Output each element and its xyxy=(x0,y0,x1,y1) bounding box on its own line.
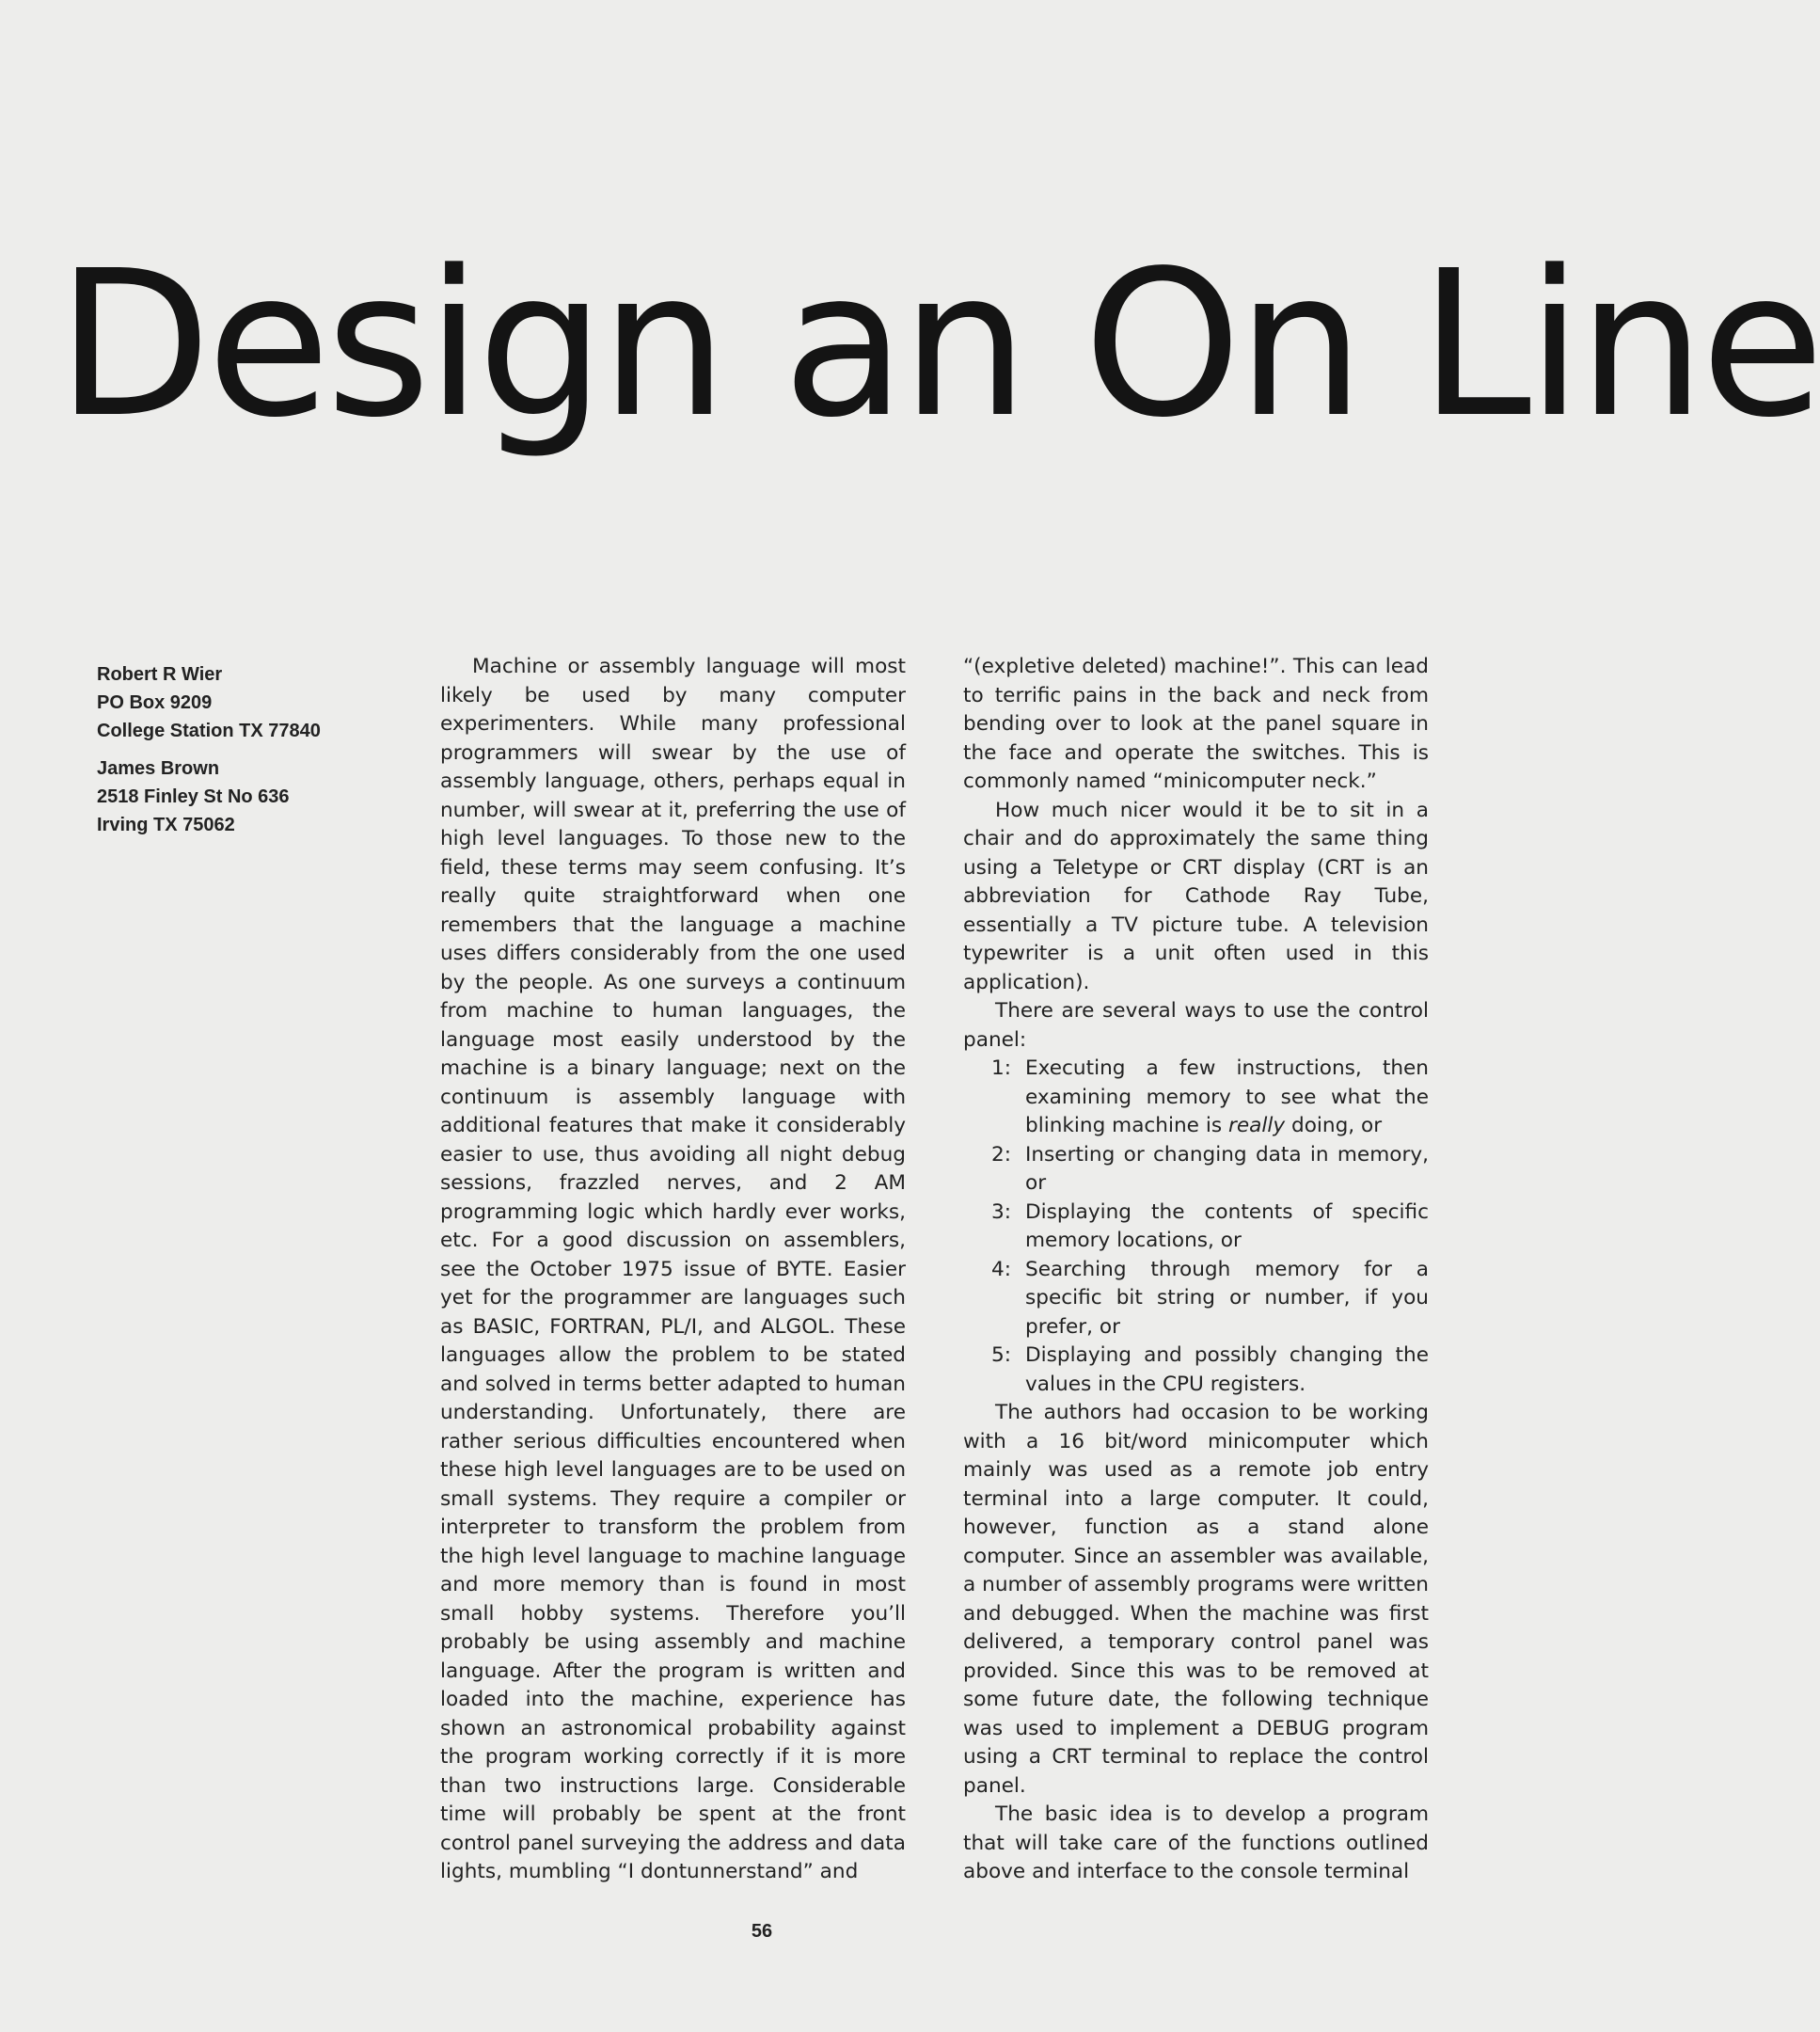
body-paragraph-3: How much nicer would it be to sit in a chair and do approximately the same thing using a Teletype or CRT display (CRT is an abbreviation for Cathode Ray Tube, essentially a TV picture tube. A television typewriter is a unit often used in this application). xyxy=(963,798,1429,994)
author1-address-line1: PO Box 9209 xyxy=(97,692,213,713)
body-column-right xyxy=(963,653,1429,1887)
author2-name: James Brown xyxy=(97,758,220,779)
list-item-number: 5: xyxy=(991,1343,1012,1367)
author-byline xyxy=(97,660,407,839)
list-item-number: 2: xyxy=(991,1142,1012,1167)
list-item xyxy=(991,1256,1429,1342)
list-item xyxy=(991,1141,1429,1199)
list-item-text: Displaying and possibly changing the values in the CPU registers. xyxy=(1025,1343,1429,1396)
list-item-text: Searching through memory for a specific bit string or number, if you prefer, or xyxy=(1025,1257,1429,1339)
control-panel-uses-list xyxy=(963,1055,1429,1399)
list-item-number: 4: xyxy=(991,1257,1012,1281)
list-item-text: Executing a few instructions, then examining memory to see what the blinking machine is xyxy=(1025,1056,1429,1137)
author2-address-line2: Irving TX 75062 xyxy=(97,815,235,835)
body-paragraph-5: The authors had occasion to be working with a 16 bit/word minicomputer which mainly was used as a remote job entry terminal into a large computer. It could, however, function as a stand alone computer. Since an assembler was available, a number of assembly programs were written and debugged. When the machine was first delivered, a temporary control panel was provided. Since this was to be removed at some future date, the following technique was used to implement a DEBUG program using a CRT terminal to replace the control panel. xyxy=(963,1401,1429,1798)
list-item xyxy=(991,1341,1429,1399)
body-paragraph-4: There are several ways to use the control panel: xyxy=(963,999,1429,1052)
list-item-number: 3: xyxy=(991,1199,1012,1224)
author1-address-line2: College Station TX 77840 xyxy=(97,721,321,741)
body-paragraph-6: The basic idea is to develop a program that will take care of the functions outlined above and interface to the console terminal xyxy=(963,1802,1429,1883)
body-column-middle xyxy=(440,653,906,1887)
author1-name: Robert R Wier xyxy=(97,664,223,685)
body-paragraph-1: Machine or assembly language will most likely be used by many computer experimenters. While many professional programmers will swear by the use of assembly language, others, perhaps equal in number, will swear at it, preferring the use of high level languages. To those new to the field, these terms may seem confusing. It’s really quite straightforward when one remembers that the language a machine uses differs considerably from the one used by the people. As one surveys a continuum from machine to human languages, the language most easily understood by the machine is a binary language; next on the continuum is assembly language with additional features that make it considerably easier to use, thus avoiding all night debug sessions, frazzled nerves, and 2 AM programming logic which hardly ever works, etc. For a good discussion on assemblers, see the October 1975 issue of BYTE. Easier yet for the programmer are languages such as BASIC, FORTRAN, PL/I, and ALGOL. These languages allow the problem to be stated and solved in terms better adapted to human understanding. Unfortunately, there are rather serious difficulties encountered when these high level languages are to be used on small systems. They require a compiler or interpreter to transform the problem from the high level language to machine language and more memory than is found in most small hobby systems. Therefore you’ll probably be using assembly and machine language. After the program is written and loaded into the machine, experience has shown an astronomical probability against the program working correctly if it is more than two instructions large. Considerable time will probably be spent at the front control panel surveying the address and data lights, mumbling “I dontunnerstand” and xyxy=(440,655,906,1883)
article-title: Design an On Line xyxy=(56,228,1820,462)
list-item-number: 1: xyxy=(991,1056,1012,1080)
byline-spacer xyxy=(97,745,407,754)
list-item-text: Displaying the contents of specific memory locations, or xyxy=(1025,1199,1429,1252)
author2-address-line1: 2518 Finley St No 636 xyxy=(97,786,290,807)
list-item-emphasis: really xyxy=(1227,1114,1286,1137)
list-item xyxy=(991,1055,1429,1141)
list-item xyxy=(991,1199,1429,1256)
body-paragraph-2: “(expletive deleted) machine!”. This can lead to terrific pains in the back and neck from bending over to look at the panel square in the face and operate the switches. This is commonly named “minicomputer neck.” xyxy=(963,655,1429,793)
list-item-text: Inserting or changing data in memory, or xyxy=(1025,1142,1429,1195)
list-item-text-end: doing, or xyxy=(1285,1114,1383,1137)
page-number: 56 xyxy=(751,1921,773,1942)
